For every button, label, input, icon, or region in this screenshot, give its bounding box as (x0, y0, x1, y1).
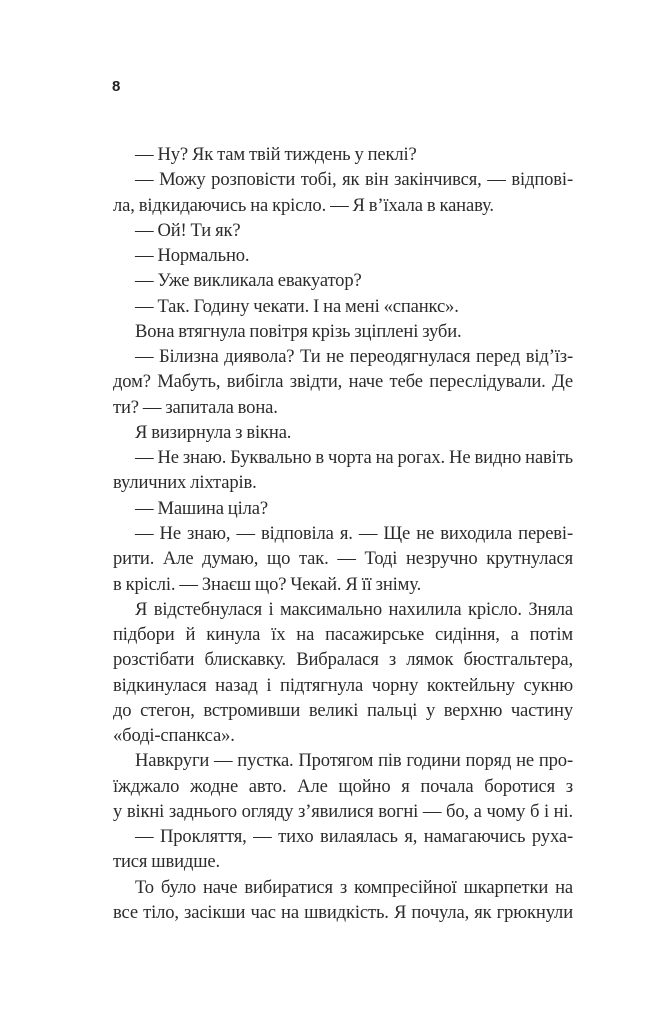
text-line: — Прокляття, — тихо вилаялась я, намагаючись руха- (135, 826, 573, 848)
text-line: до стегон, встромивши великі пальці у верхню частину (113, 699, 573, 721)
page-number: 8 (112, 78, 121, 95)
text-line: все тіло, засікши час на швидкість. Я почула, як грюкнули (113, 901, 573, 923)
text-line: — Можу розповісти тобі, як він закінчився, — відпові- (135, 169, 573, 191)
text-line: ти? — запитала вона. (113, 396, 278, 418)
text-line: рити. Але думаю, що так. — Тоді незручно крутнулася (113, 548, 573, 570)
text-line: Я визирнула з вікна. (135, 421, 292, 443)
text-line: у вікні заднього огляду з’явилися вогні — бо, а чому б і ні. (113, 800, 573, 822)
text-line: дом? Мабуть, вибігла звідти, наче тебе переслідували. Де (113, 371, 573, 393)
text-line: — Не знаю, — відповіла я. — Ще не виходила переві- (135, 522, 573, 544)
body-text (113, 142, 573, 925)
text-line: — Машина ціла? (135, 497, 268, 519)
text-line: — Ой! Ти як? (135, 219, 241, 241)
text-line: — Ну? Як там твій тиждень у пеклі? (135, 144, 417, 165)
text-line: Навкруги — пустка. Протягом пів години поряд не про- (135, 750, 573, 772)
text-line: То було наче вибиратися з компресійної шкарпетки на (135, 876, 573, 898)
text-line: — Уже викликала евакуатор? (135, 270, 362, 292)
text-line: підбори й кинула їх на пасажирське сидіння, а потім (113, 624, 573, 646)
text-line: — Білизна диявола? Ти не переодягнулася перед від’їз- (135, 346, 573, 368)
text-line: в кріслі. — Знаєш що? Чекай. Я її зніму. (113, 573, 422, 595)
text-line: тися швидше. (113, 851, 220, 873)
text-line: — Так. Годину чекати. І на мені «спанкс». (135, 295, 459, 317)
text-line: Я відстебнулася і максимально нахилила крісло. Зняла (135, 598, 573, 620)
text-line: — Не знаю. Буквально в чорта на рогах. Не видно навіть (135, 447, 573, 469)
text-line: розстібати блискавку. Вибралася з лямок бюстгальтера, (113, 649, 573, 671)
text-line: Вона втягнула повітря крізь зціплені зуби. (135, 320, 462, 342)
text-line: ла, відкидаючись на крісло. — Я в’їхала в канаву. (113, 194, 494, 216)
text-line: вуличних ліхтарів. (113, 472, 257, 494)
text-line: «боді-спанкса». (113, 725, 235, 747)
text-line: їжджало жодне авто. Але щойно я почала боротися з (113, 775, 573, 797)
text-line: — Нормально. (135, 245, 250, 267)
text-line: відкинулася назад і підтягнула чорну коктейльну сукню (113, 674, 573, 696)
